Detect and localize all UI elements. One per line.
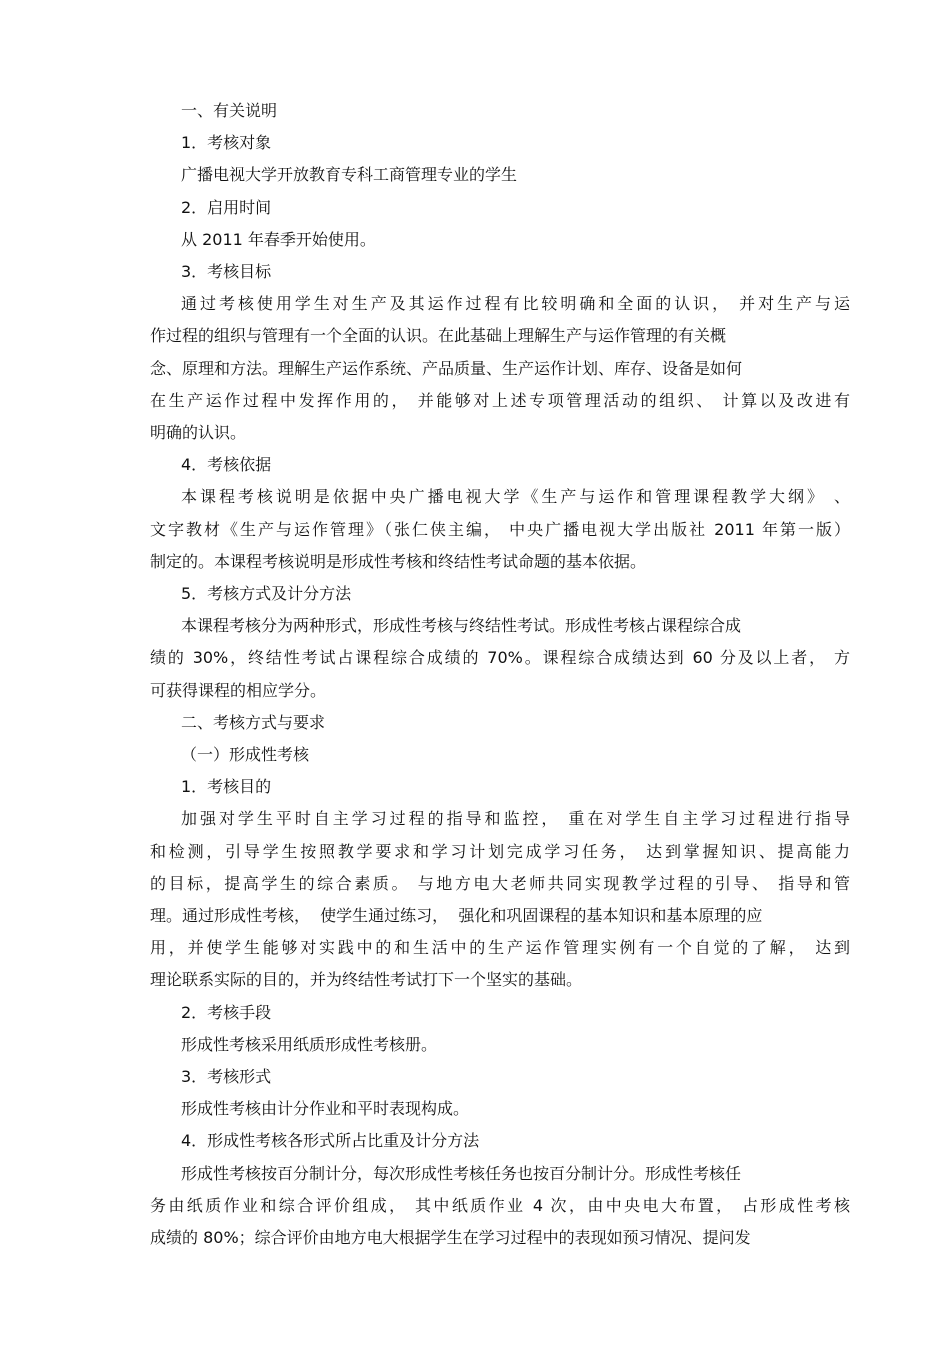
text-line: 二、考核方式与要求 (181, 713, 326, 732)
text-line: 在生产运作过程中发挥作用的， 并能够对上述专项管理活动的组织、 计算以及改进有 (150, 391, 850, 410)
text-line: 念、原理和方法。理解生产运作系统、产品质量、生产运作计划、库存、设备是如何 (150, 359, 743, 378)
text-line: 4．考核依据 (181, 455, 272, 474)
text-line: 一、有关说明 (181, 101, 278, 120)
text-line: （一）形成性考核 (181, 745, 310, 764)
text-line: 加强对学生平时自主学习过程的指导和监控， 重在对学生自主学习过程进行指导 (181, 809, 850, 828)
text-line: 形成性考核按百分制计分，每次形成性考核任务也按百分制计分。形成性考核任 (181, 1164, 742, 1183)
text-line: 作过程的组织与管理有一个全面的认识。在此基础上理解生产与运作管理的有关概 (150, 326, 727, 345)
text-line: 4．形成性考核各形式所占比重及计分方法 (181, 1131, 480, 1150)
text-line: 理论联系实际的目的，并为终结性考试打下一个坚实的基础。 (150, 970, 583, 989)
text-line: 3．考核目标 (181, 262, 272, 281)
text-line: 理。通过形成性考核， 使学生通过练习， 强化和巩固课程的基本知识和基本原理的应 (150, 906, 763, 925)
text-line: 可获得课程的相应学分。 (150, 681, 327, 700)
text-line: 和检测，引导学生按照教学要求和学习计划完成学习任务， 达到掌握知识、提高能力 (150, 842, 850, 861)
text-line: 2．考核手段 (181, 1003, 272, 1022)
text-line: 1．考核目的 (181, 777, 272, 796)
text-line: 形成性考核采用纸质形成性考核册。 (181, 1035, 438, 1054)
text-line: 5．考核方式及计分方法 (181, 584, 352, 603)
text-line: 成绩的 80%；综合评价由地方电大根据学生在学习过程中的表现如预习情况、提问发 (150, 1228, 751, 1247)
text-line: 用，并使学生能够对实践中的和生活中的生产运作管理实例有一个自觉的了解， 达到 (150, 938, 850, 957)
text-line: 2．启用时间 (181, 198, 272, 217)
text-line: 制定的。本课程考核说明是形成性考核和终结性考试命题的基本依据。 (150, 552, 647, 571)
text-line: 的目标，提高学生的综合素质。 与地方电大老师共同实现教学过程的引导、 指导和管 (150, 874, 850, 893)
text-line: 本课程考核说明是依据中央广播电视大学《生产与运作和管理课程教学大纲》 、 (181, 487, 850, 506)
text-line: 务由纸质作业和综合评价组成， 其中纸质作业 4 次，由中央电大布置， 占形成性考核 (150, 1196, 850, 1215)
text-line: 明确的认识。 (150, 423, 247, 442)
text-line: 从 2011 年春季开始使用。 (181, 230, 376, 249)
text-line: 形成性考核由计分作业和平时表现构成。 (181, 1099, 470, 1118)
text-line: 文字教材《生产与运作管理》（张仁侠主编， 中央广播电视大学出版社 2011 年第一版） (150, 520, 850, 539)
text-line: 绩的 30%，终结性考试占课程综合成绩的 70%。课程综合成绩达到 60 分及以上者， 方 (150, 648, 850, 667)
text-line: 本课程考核分为两种形式，形成性考核与终结性考试。形成性考核占课程综合成 (181, 616, 742, 635)
text-line: 1．考核对象 (181, 133, 272, 152)
text-line: 广播电视大学开放教育专科工商管理专业的学生 (181, 165, 518, 184)
text-line: 3．考核形式 (181, 1067, 272, 1086)
text-line: 通过考核使用学生对生产及其运作过程有比较明确和全面的认识， 并对生产与运 (181, 294, 850, 313)
